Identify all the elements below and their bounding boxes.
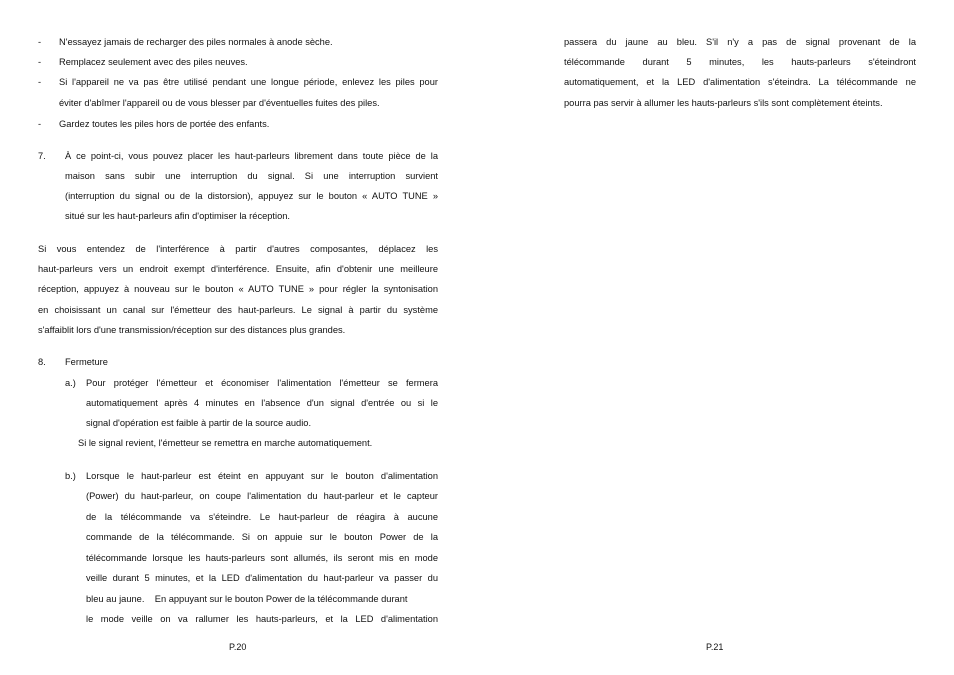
paragraph-line: haut-parleurs vers un endroit exempt d'interférence. Ensuite, afin d'obtenir une meilleure — [38, 264, 438, 274]
subitem-text: automatiquement après 4 minutes en l'absence d'un signal d'entrée ou si le — [86, 398, 438, 408]
subitem-label: b.) — [65, 471, 76, 481]
bullet-item — [38, 55, 438, 69]
bullet-dash: - — [38, 37, 42, 47]
item-title: Fermeture — [65, 357, 108, 367]
bullet-item — [38, 35, 438, 49]
subitem-text: le mode veille on va rallumer les hauts-parleurs, et la LED d'alimentation — [86, 614, 438, 624]
subitem-text: Pour protéger l'émetteur et économiser l'alimentation l'émetteur se fermera — [86, 378, 438, 388]
subitem-label: a.) — [65, 378, 76, 388]
item-text: situé sur les haut-parleurs afin d'optimiser la réception. — [65, 211, 291, 221]
paragraph-line: pourra pas servir à allumer les hauts-parleurs s'ils sont complètement éteints. — [564, 98, 883, 108]
bullet-text-continued: éviter d'abîmer l'appareil ou de vous blesser par d'éventuelles fuites des piles. — [59, 98, 380, 108]
paragraph-line: réception, appuyez à nouveau sur le bouton « AUTO TUNE » pour régler la syntonisation — [38, 284, 438, 294]
paragraph-line: s'affaiblit lors d'une transmission/réception sur des distances plus grandes. — [38, 325, 346, 335]
subitem-text: commande de la télécommande. Si on appuie sur le bouton Power de la — [86, 532, 438, 542]
item-text: maison sans subir une interruption du signal. Si une interruption survient — [65, 171, 438, 181]
paragraph-line: automatiquement, et la LED d'alimentation s'éteindra. La télécommande ne — [564, 77, 916, 87]
item-text: À ce point-ci, vous pouvez placer les haut-parleurs librement dans toute pièce de la — [65, 151, 438, 161]
item-8 — [38, 355, 438, 369]
bullet-item — [38, 75, 438, 89]
subitem-text: télécommande lorsque les hauts-parleurs sont allumés, ils seront mis en mode — [86, 553, 438, 563]
bullet-text: N'essayez jamais de recharger des piles normales à anode sèche. — [59, 37, 333, 47]
bullet-text: Si l'appareil ne va pas être utilisé pendant une longue période, enlevez les piles pour — [59, 77, 438, 87]
paragraph-line: Si vous entendez de l'interférence à partir d'autres composantes, déplacez les — [38, 244, 438, 254]
subitem-text: Si le signal revient, l'émetteur se remettra en marche automatiquement. — [78, 438, 373, 448]
subitem-text: Lorsque le haut-parleur est éteint en appuyant sur le bouton d'alimentation — [86, 471, 438, 481]
subitem-a — [65, 376, 438, 390]
subitem-text: bleu au jaune. En appuyant sur le bouton Power de la télécommande durant — [86, 594, 408, 604]
bullet-dash: - — [38, 119, 42, 129]
item-text: (interruption du signal ou de la distorsion), appuyez sur le bouton « AUTO TUNE » — [65, 191, 438, 201]
bullet-dash: - — [38, 77, 42, 87]
subitem-b — [65, 469, 438, 483]
item-number: 7. — [38, 151, 46, 161]
subitem-text: signal d'opération est faible à partir de la source audio. — [86, 418, 312, 428]
page-number-right: P.21 — [706, 642, 724, 652]
bullet-text: Remplacez seulement avec des piles neuves. — [59, 57, 248, 67]
bullet-item — [38, 117, 438, 131]
bullet-text: Gardez toutes les piles hors de portée des enfants. — [59, 119, 270, 129]
bullet-dash: - — [38, 57, 42, 67]
page-number-left: P.20 — [229, 642, 247, 652]
subitem-text: de la télécommande va s'éteindre. Le haut-parleur de réagira à aucune — [86, 512, 438, 522]
item-number: 8. — [38, 357, 46, 367]
subitem-text: veille durant 5 minutes, et la LED d'alimentation du haut-parleur va passer du — [86, 573, 438, 583]
paragraph-line: en choisissant un canal sur l'émetteur des haut-parleurs. Le signal à partir du système — [38, 305, 438, 315]
item-7 — [38, 149, 438, 163]
paragraph-line: télécommande durant 5 minutes, les hauts-parleurs s'éteindront — [564, 57, 916, 67]
subitem-text: (Power) du haut-parleur, on coupe l'alimentation du haut-parleur et le capteur — [86, 491, 438, 501]
paragraph-line: passera du jaune au bleu. S'il n'y a pas de signal provenant de la — [564, 37, 916, 47]
